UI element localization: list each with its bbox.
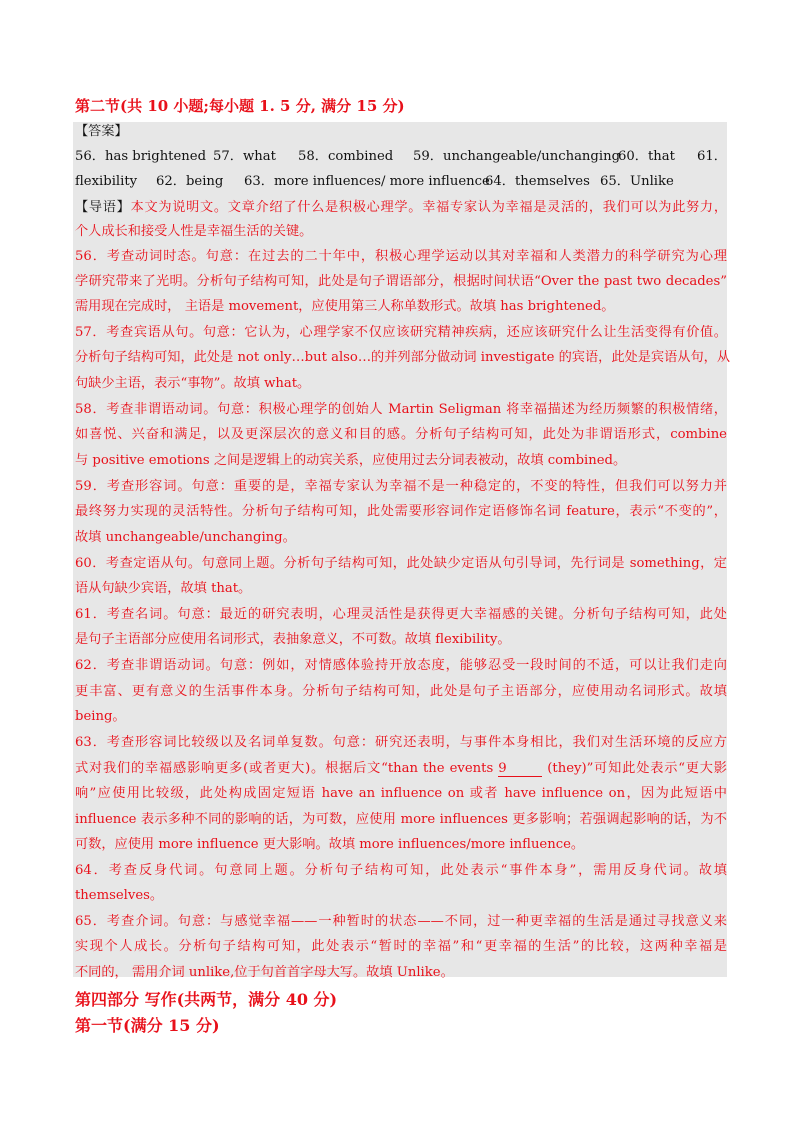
exp56-line-1: 56．考查动词时态。句意：在过去的二十年中，积极心理学运动以其对幸福和人类潜力的科学研究为心理 — [75, 249, 727, 264]
exp56-line-3: 需用现在完成时， 主语是 movement，应使用第三人称单数形式。故填 has brightened。 — [75, 299, 615, 314]
exp65-line-1: 65．考查介词。句意：与感觉幸福——一种暂时的状态——不同，过一种更幸福的生活是通过寻找意义来 — [75, 914, 727, 929]
guide-label: 【导语】 — [75, 200, 131, 215]
answer-62: 62．being — [156, 174, 224, 189]
answer-65: 65．Unlike — [600, 174, 674, 189]
exp65-line-2: 实现个人成长。分析句子结构可知，此处表示“暂时的幸福”和“更幸福的生活”的比较，这两种幸福是 — [75, 939, 727, 954]
exp63-line-2-a: 式对我们的幸福感影响更多(或者更大)。根据后文“than the events — [75, 761, 494, 776]
exp63-line-2 — [75, 760, 727, 778]
answer-61-value: flexibility — [75, 174, 138, 189]
answer-61: 61． — [697, 149, 727, 164]
exp63-line-1: 63．考查形容词比较级以及名词单复数。句意：研究还表明，与事件本身相比，我们对生活环境的反应方 — [75, 735, 727, 750]
answer-58: 58．combined — [298, 149, 394, 164]
exp63-line-3: 响”应使用比较级，此处构成固定短语 have an influence on 或者 have influence on，因为此短语中 — [75, 786, 727, 801]
exp57-line-3: 句缺少主语，表示“事物”。故填 what。 — [75, 376, 311, 391]
exp58-line-3: 与 positive emotions 之间是逻辑上的动宾关系，应使用过去分词表被动，故填 combined。 — [75, 453, 627, 468]
part4-heading: 第四部分 写作(共两节，满分 40 分) — [75, 990, 338, 1009]
answer-64: 64．themselves — [485, 174, 590, 189]
answer-63: 63．more influences/ more influence — [244, 174, 490, 189]
exp62-line-3: being。 — [75, 709, 126, 724]
exp61-line-2: 是句子主语部分应使用名词形式，表抽象意义，不可数。故填 flexibility。 — [75, 632, 511, 647]
blank-9: 9 — [498, 762, 542, 777]
exp64-line-2: themselves。 — [75, 888, 164, 903]
exp63-line-5: 可数，应使用 more influence 更大影响。故填 more influences/more influence。 — [75, 837, 585, 852]
answer-56: 56．has brightened — [75, 149, 207, 164]
part4-sub-heading: 第一节(满分 15 分) — [75, 1016, 220, 1035]
exp63-line-4: influence 表示多种不同的影响的话，为可数，应使用 more influences 更多影响；若强调起影响的话，为不 — [75, 812, 727, 827]
answer-label: 【答案】 — [75, 124, 128, 139]
exp58-line-2: 如喜悦、兴奋和满足，以及更深层次的意义和目的感。分析句子结构可知，此处为非谓语形式，combine — [75, 427, 727, 442]
exp56-line-2: 学研究带来了光明。分析句子结构可知，此处是句子谓语部分，根据时间状语“Over the past two decades” — [75, 274, 727, 289]
exp58-line-1: 58．考查非谓语动词。句意：积极心理学的创始人 Martin Seligman 将幸福描述为经历频繁的积极情绪， — [75, 402, 727, 417]
exp59-line-1: 59．考查形容词。句意：重要的是，幸福专家认为幸福不是一种稳定的，不变的特性，但我们可以努力并 — [75, 479, 727, 494]
exp57-line-2: 分析句子结构可知，此处是 not only…but also…的并列部分做动词 investigate 的宾语，此处是宾语从句，从 — [75, 350, 731, 365]
exp60-line-2: 语从句缺少宾语，故填 that。 — [75, 581, 252, 596]
exp63-line-2-b: (they)”可知此处表示“更大影 — [547, 761, 727, 776]
exp61-line-1: 61．考查名词。句意：最近的研究表明，心理灵活性是获得更大幸福感的关键。分析句子结构可知，此处 — [75, 607, 727, 622]
section-heading: 第二节(共 10 小题;每小题 1. 5 分, 满分 15 分) — [75, 97, 405, 115]
guide-line-1 — [75, 199, 727, 217]
exp59-line-3: 故填 unchangeable/unchanging。 — [75, 530, 296, 545]
exp60-line-1: 60．考查定语从句。句意同上题。分析句子结构可知，此处缺少定语从句引导词，先行词是 something，定 — [75, 556, 727, 571]
exp65-line-3: 不同的， 需用介词 unlike,位于句首首字母大写。故填 Unlike。 — [75, 965, 454, 980]
exp62-line-2: 更丰富、更有意义的生活事件本身。分析句子结构可知，此处是句子主语部分，应使用动名词形式。故填 — [75, 684, 727, 699]
exp62-line-1: 62．考查非谓语动词。句意：例如，对情感体验持开放态度，能够忍受一段时间的不适，可以让我们走向 — [75, 658, 727, 673]
exp57-line-1: 57．考查宾语从句。句意：它认为，心理学家不仅应该研究精神疾病，还应该研究什么让生活变得有价值。 — [75, 325, 727, 340]
guide-text: 本文为说明文。文章介绍了什么是积极心理学。幸福专家认为幸福是灵活的，我们可以为此努力， — [130, 200, 728, 215]
answer-60: 60．that — [618, 149, 675, 164]
exp59-line-2: 最终努力实现的灵活特性。分析句子结构可知，此处需要形容词作定语修饰名词 feature，表示“不变的”， — [75, 504, 727, 519]
guide-line-2: 个人成长和接受人性是幸福生活的关键。 — [75, 224, 313, 239]
answer-57: 57．what — [213, 149, 276, 164]
answer-59: 59．unchangeable/unchanging — [413, 149, 621, 164]
exp64-line-1: 64．考查反身代词。句意同上题。分析句子结构可知，此处表示“事件本身”，需用反身代词。故填 — [75, 863, 727, 878]
